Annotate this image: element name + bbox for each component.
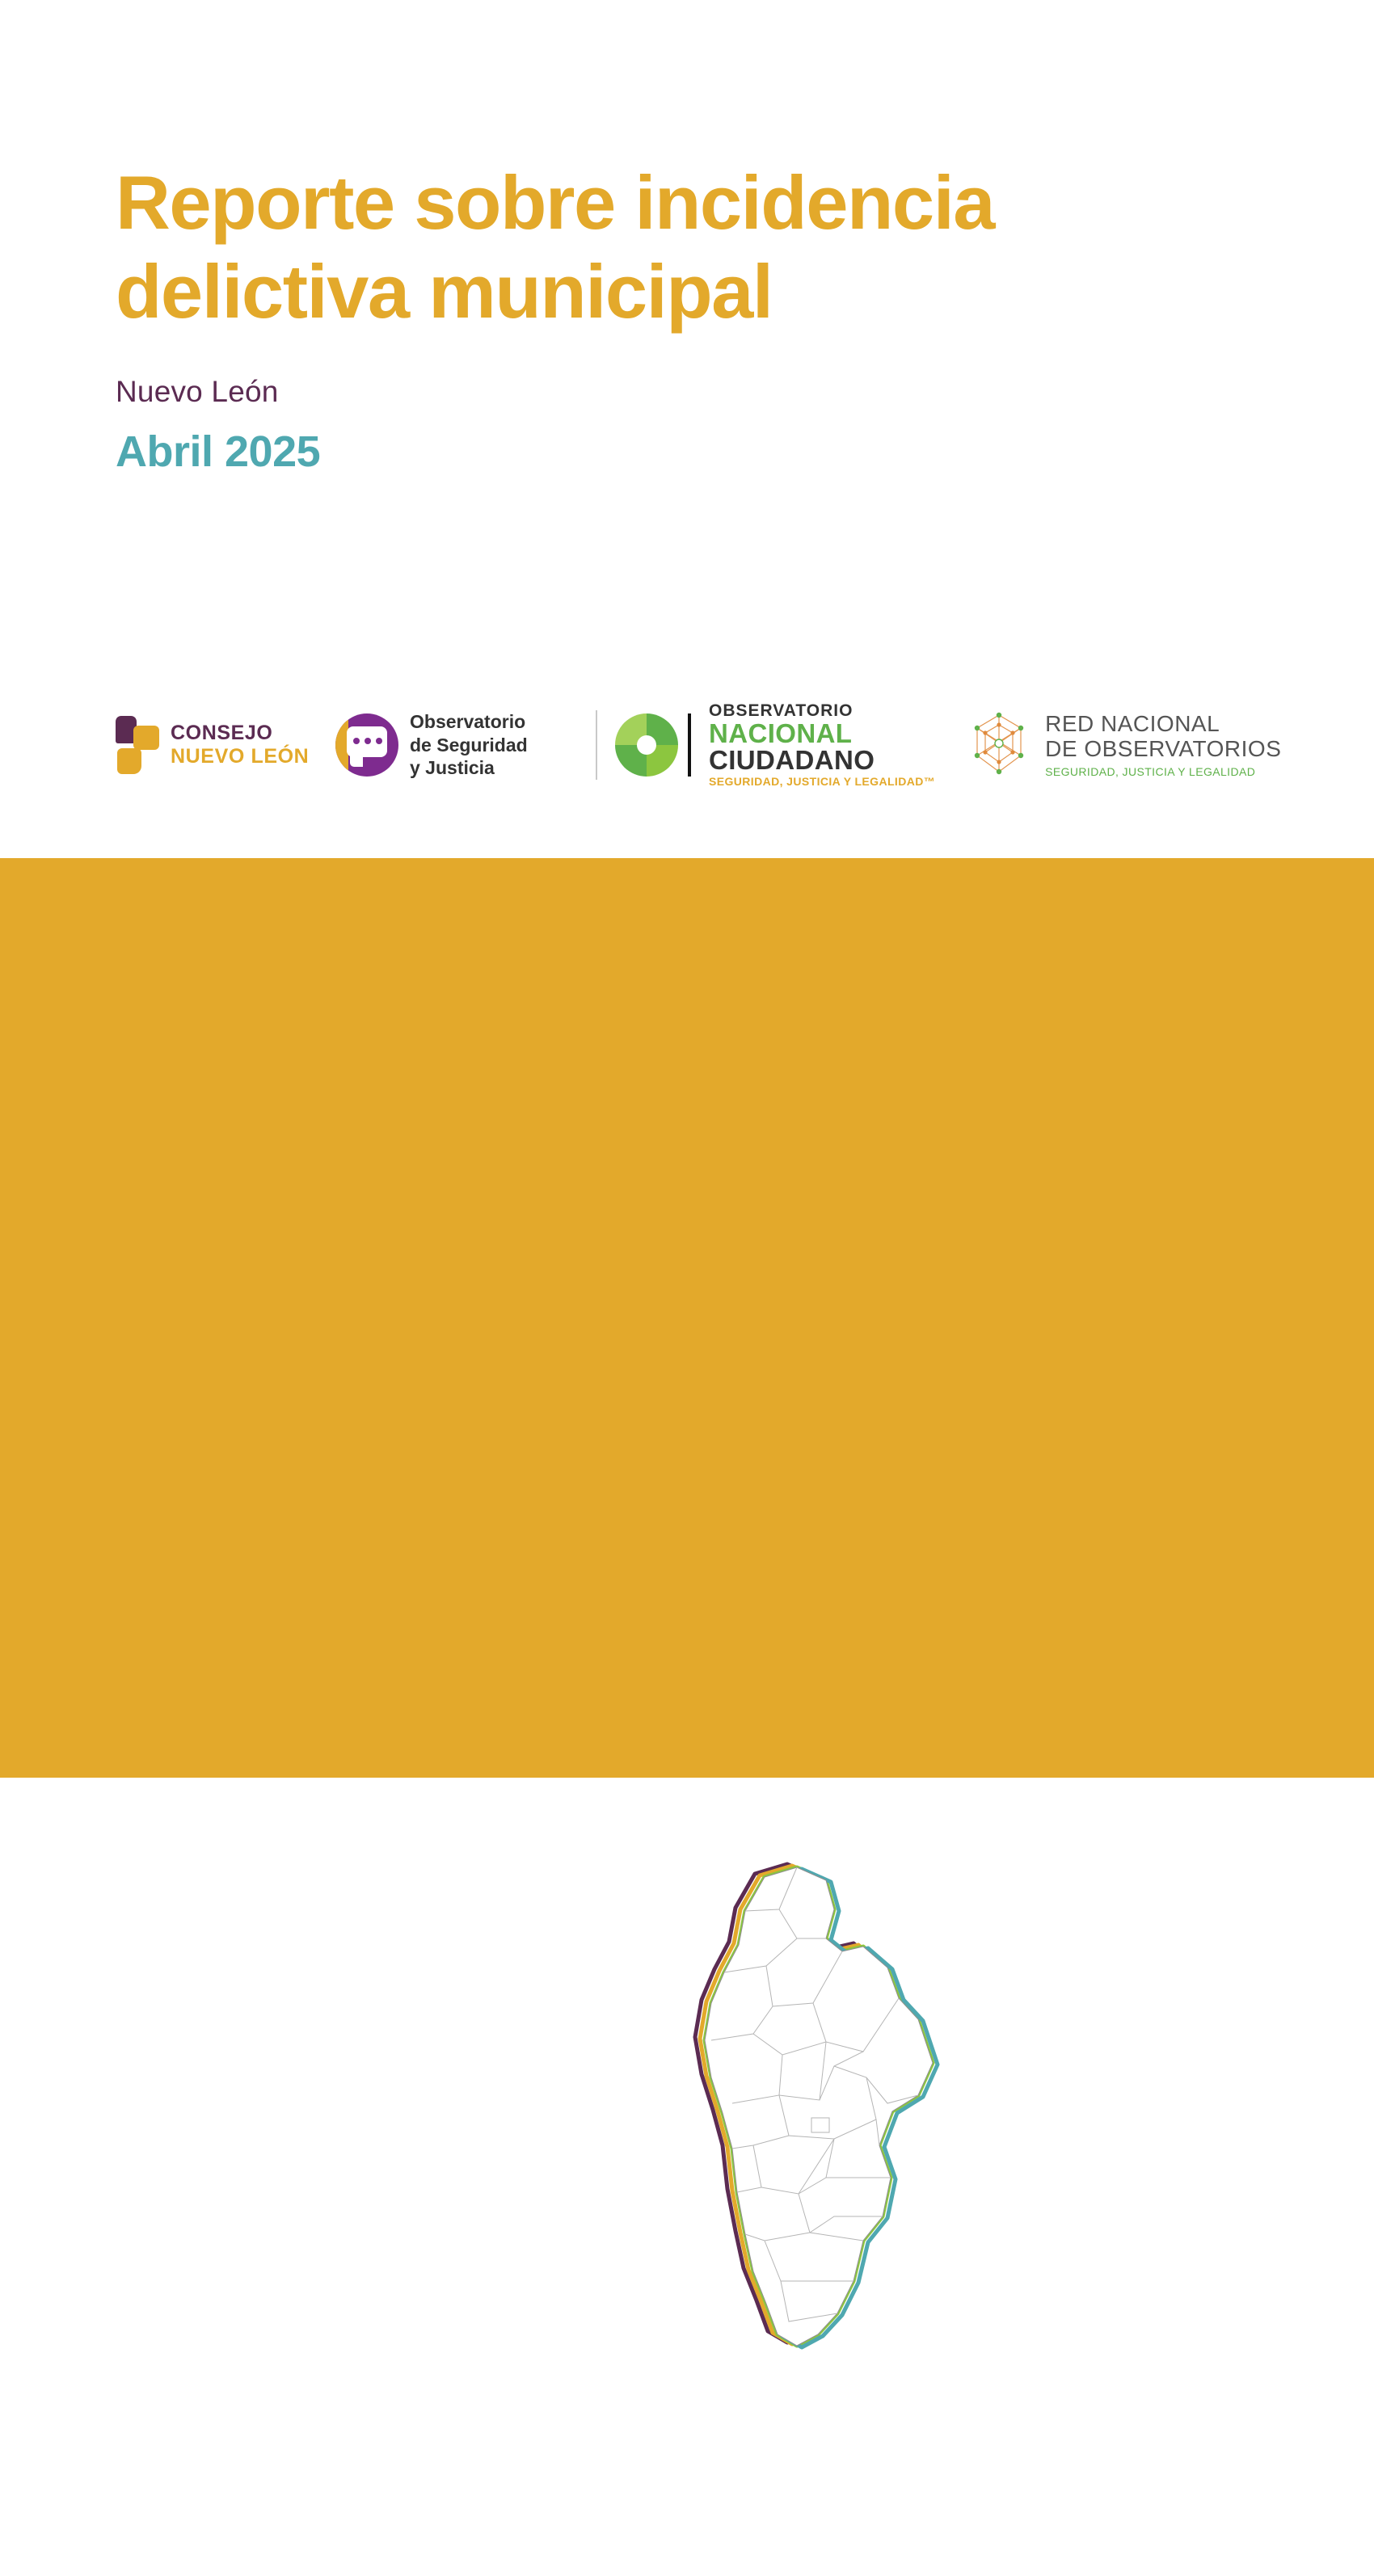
onc-line-4: SEGURIDAD, JUSTICIA Y LEGALIDAD™ xyxy=(709,775,936,789)
onc-line-2: NACIONAL xyxy=(709,718,853,749)
consejo-nuevo-leon-wordmark xyxy=(171,722,309,769)
logo-rule xyxy=(688,713,691,777)
rno-line-3: SEGURIDAD, JUSTICIA Y LEGALIDAD xyxy=(1045,764,1256,778)
cover-graphic-area xyxy=(0,858,1374,1778)
logo-observatorio-seguridad-justicia xyxy=(335,701,578,789)
network-nodes-icon xyxy=(963,709,1035,781)
nuevo-leon-map xyxy=(467,1804,1136,2572)
subtitle-date: Abril 2025 xyxy=(116,427,321,476)
rno-wordmark xyxy=(1045,712,1281,778)
onc-line-1: OBSERVATORIO xyxy=(709,701,853,721)
osj-line-3: y Justicia xyxy=(410,757,495,779)
consejo-line-2: NUEVO LEÓN xyxy=(171,745,310,768)
rno-line-1: RED NACIONAL xyxy=(1045,711,1220,736)
speech-bubble-card xyxy=(467,1804,1136,2572)
cover-header-area xyxy=(0,0,1374,858)
speech-bubble-icon xyxy=(335,713,398,777)
onc-wordmark xyxy=(709,702,935,788)
title-block xyxy=(116,158,1166,477)
page-title: Reporte sobre incidencia delictiva municipal xyxy=(116,160,995,334)
logo-divider xyxy=(596,710,597,780)
osj-wordmark xyxy=(410,710,528,780)
consejo-nuevo-leon-icon xyxy=(116,716,162,774)
onc-line-3: CIUDADANO xyxy=(709,745,875,776)
osj-line-1: Observatorio xyxy=(410,710,526,732)
logo-strip xyxy=(116,697,1281,793)
logo-red-nacional-observatorios xyxy=(963,701,1281,789)
osj-line-2: de Seguridad xyxy=(410,734,528,756)
logo-observatorio-nacional-ciudadano xyxy=(615,701,935,789)
logo-consejo-nuevo-leon xyxy=(116,701,318,789)
rno-line-2: DE OBSERVATORIOS xyxy=(1045,735,1282,761)
consejo-line-1: CONSEJO xyxy=(171,721,273,744)
subtitle-state: Nuevo León xyxy=(116,374,279,408)
aperture-icon xyxy=(615,713,678,777)
